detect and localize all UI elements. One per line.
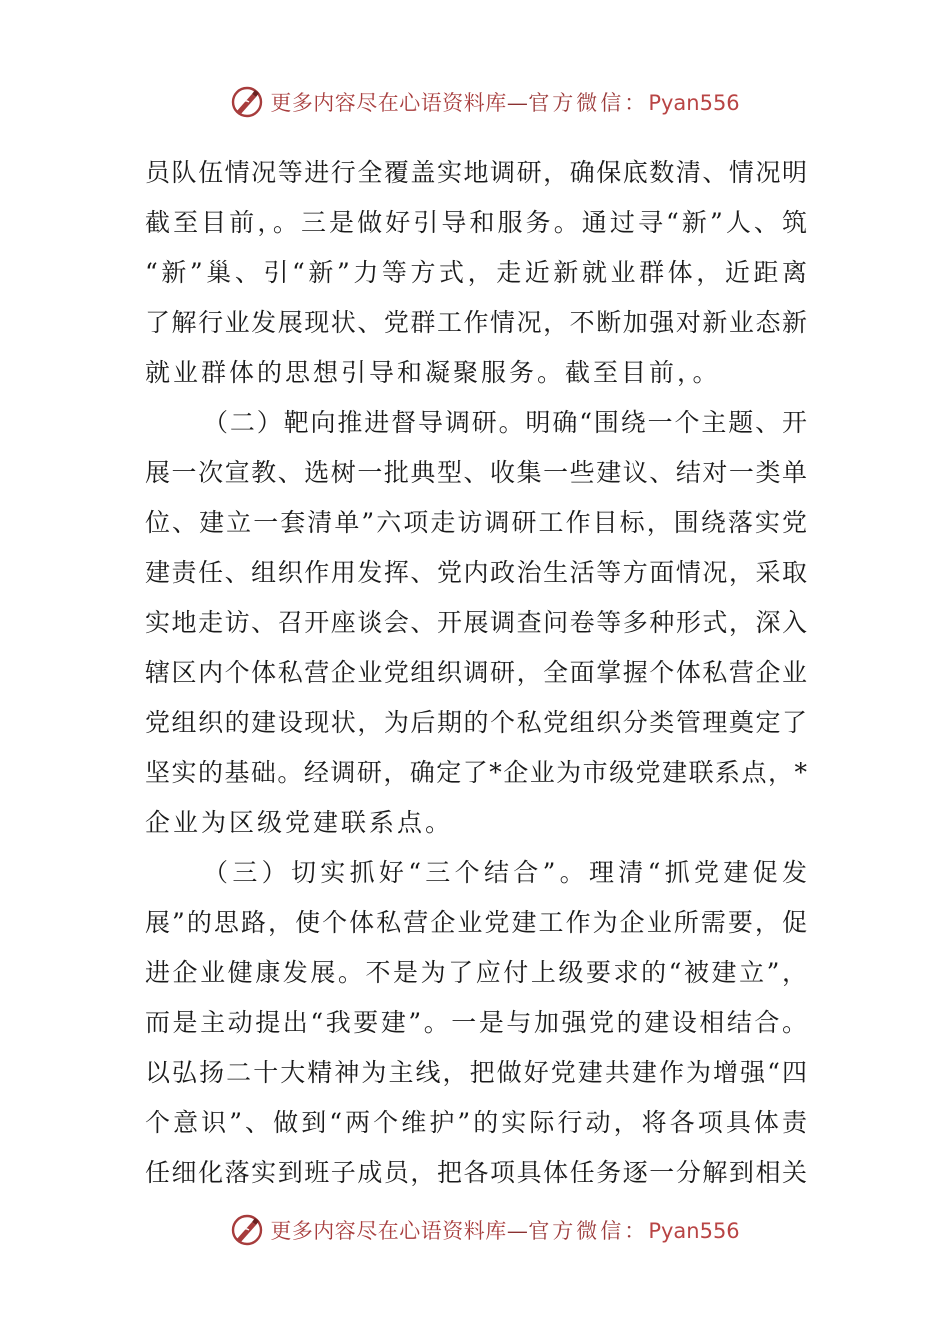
text-line: 任细化落实到班子成员，把各项具体任务逐一分解到相关	[145, 1158, 807, 1187]
wechat-id: Pyan556	[648, 91, 740, 115]
watermark-dash: —	[506, 1219, 529, 1243]
text-line: 而是主动提出“我要建”。一是与加强党的建设相结合。	[145, 1008, 807, 1037]
watermark-main-text: 更多内容尽在心语资料库	[270, 1219, 507, 1243]
section-heading-line: （三）切实抓好“三个结合”。理清“抓党建促发	[203, 858, 807, 887]
section-heading-line: （二）靶向推进督导调研。明确“围绕一个主题、开	[203, 408, 807, 437]
text-line: 就业群体的思想引导和凝聚服务。截至目前，。	[145, 358, 721, 387]
text-line: 进企业健康发展。不是为了应付上级要求的“被建立”，	[145, 958, 807, 987]
pen-logo-icon	[230, 1213, 264, 1247]
text-line: 党组织的建设现状，为后期的个私党组织分类管理奠定了	[145, 708, 807, 737]
text-line: 以弘扬二十大精神为主线，把做好党建共建作为增强“四	[145, 1058, 807, 1087]
text-line: 位、建立一套清单”六项走访调研工作目标，围绕落实党	[145, 508, 807, 537]
pen-logo-icon	[230, 85, 264, 119]
watermark-content	[230, 1213, 739, 1247]
text-line: 个意识”、做到“两个维护”的实际行动，将各项具体责	[145, 1108, 807, 1137]
footer-watermark	[0, 1210, 950, 1250]
text-line: 员队伍情况等进行全覆盖实地调研，确保底数清、情况明	[145, 158, 807, 187]
text-line: 坚实的基础。经调研，确定了*企业为市级党建联系点，*	[145, 758, 807, 787]
text-line: 展一次宣教、选树一批典型、收集一些建议、结对一类单	[145, 458, 807, 487]
text-line: 了解行业发展现状、党群工作情况，不断加强对新业态新	[145, 308, 807, 337]
text-line: 建责任、组织作用发挥、党内政治生活等方面情况，采取	[145, 558, 807, 587]
watermark-main-text: 更多内容尽在心语资料库	[270, 91, 507, 115]
watermark-text	[270, 1215, 739, 1245]
text-line: 展”的思路，使个体私营企业党建工作为企业所需要，促	[145, 908, 807, 937]
text-line: 企业为区级党建联系点。	[145, 808, 454, 837]
text-line: 实地走访、召开座谈会、开展调查问卷等多种形式，深入	[145, 608, 807, 637]
wechat-label: 官方微信：	[528, 1219, 649, 1243]
wechat-id: Pyan556	[648, 1219, 740, 1243]
document-body	[145, 148, 807, 1198]
text-line: “新”巢、引“新”力等方式，走近新就业群体，近距离	[145, 258, 807, 287]
text-line: 辖区内个体私营企业党组织调研，全面掌握个体私营企业	[145, 658, 807, 687]
wechat-label: 官方微信：	[528, 91, 649, 115]
header-watermark	[0, 82, 950, 122]
watermark-content	[230, 85, 739, 119]
text-line: 截至目前，。三是做好引导和服务。通过寻“新”人、筑	[145, 208, 807, 237]
watermark-dash: —	[506, 91, 529, 115]
watermark-text	[270, 87, 739, 117]
